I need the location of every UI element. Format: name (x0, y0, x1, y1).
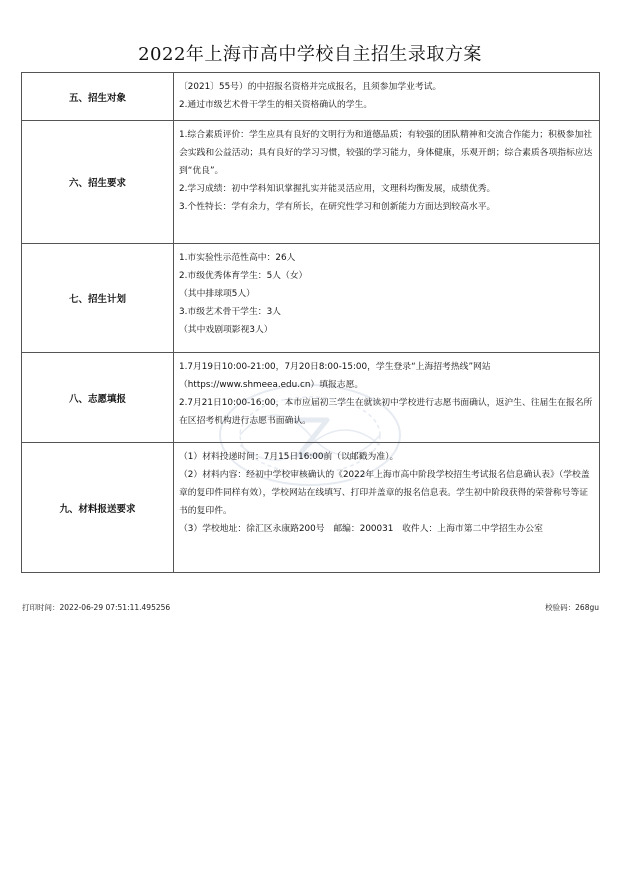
content-line: （1）材料投递时间：7月15日16:00前（以邮戳为准）。 (179, 452, 399, 462)
content-line: 1.市实验性示范性高中：26人 (179, 253, 296, 263)
row-content (174, 73, 600, 121)
print-time: 打印时间：2022-06-29 07:51:11.495256 (22, 603, 171, 612)
content-line: 2.市级优秀体育学生：5人（女） (179, 271, 308, 281)
table-row (22, 121, 600, 244)
content-line: （其中排球项5人） (179, 289, 255, 299)
admission-plan-table (21, 72, 600, 573)
content-line: 2.通过市级艺术骨干学生的相关资格确认的学生。 (179, 100, 373, 110)
row-content (174, 121, 600, 244)
content-line: 2.7月21日10:00-16:00，本市应届初三学生在就读初中学校进行志愿书面确认，返沪生、往届生在报名所在区招考机构进行志愿书面确认。 (179, 398, 593, 426)
content-line: （其中戏剧项影视3人） (179, 325, 273, 335)
table-row (22, 73, 600, 121)
row-label: 五、招生对象 (22, 73, 174, 121)
content-line: （2）材料内容：经初中学校审核确认的《2022年上海市高中阶段学校招生考试报名信息确认表》（学校盖章的复印件同样有效），学校网站在线填写、打印并盖章的报名信息表。学生初中阶段获得的荣誉称号等证书的复印件。 (179, 470, 590, 516)
table-row (22, 443, 600, 573)
content-line: 〔2021〕55号）的中招报名资格并完成报名，且须参加学业考试。 (179, 82, 442, 92)
content-line: （3）学校地址：徐汇区永康路200号 邮编：200031 收件人：上海市第二中学招生办公室 (179, 524, 543, 534)
row-content (174, 443, 600, 573)
row-content (174, 353, 600, 443)
row-label: 八、志愿填报 (22, 353, 174, 443)
row-label: 九、材料报送要求 (22, 443, 174, 573)
content-line: 2.学习成绩：初中学科知识掌握扎实并能灵活应用，文理科均衡发展，成绩优秀。 (179, 184, 496, 194)
content-line: 3.个性特长：学有余力，学有所长，在研究性学习和创新能力方面达到较高水平。 (179, 202, 496, 212)
content-line: 3.市级艺术骨干学生：3人 (179, 307, 281, 317)
row-label: 六、招生要求 (22, 121, 174, 244)
page-title: 2022年上海市高中学校自主招生录取方案 (138, 44, 482, 65)
content-line: 1.综合素质评价：学生应具有良好的文明行为和道德品质；有较强的团队精神和交流合作能力；积极参加社会实践和公益活动；具有良好的学习习惯，较强的学习能力，身体健康，乐观开朗；综合素质各项指标应达到“优良”。 (179, 130, 593, 176)
row-label: 七、招生计划 (22, 244, 174, 353)
checksum: 校验码：268gu (545, 603, 599, 612)
table-row (22, 244, 600, 353)
row-content (174, 244, 600, 353)
table-row (22, 353, 600, 443)
content-line: 1.7月19日10:00-21:00，7月20日8:00-15:00，学生登录“上海招考热线”网站（https://www.shmeea.edu.cn）填报志愿。 (179, 362, 491, 390)
